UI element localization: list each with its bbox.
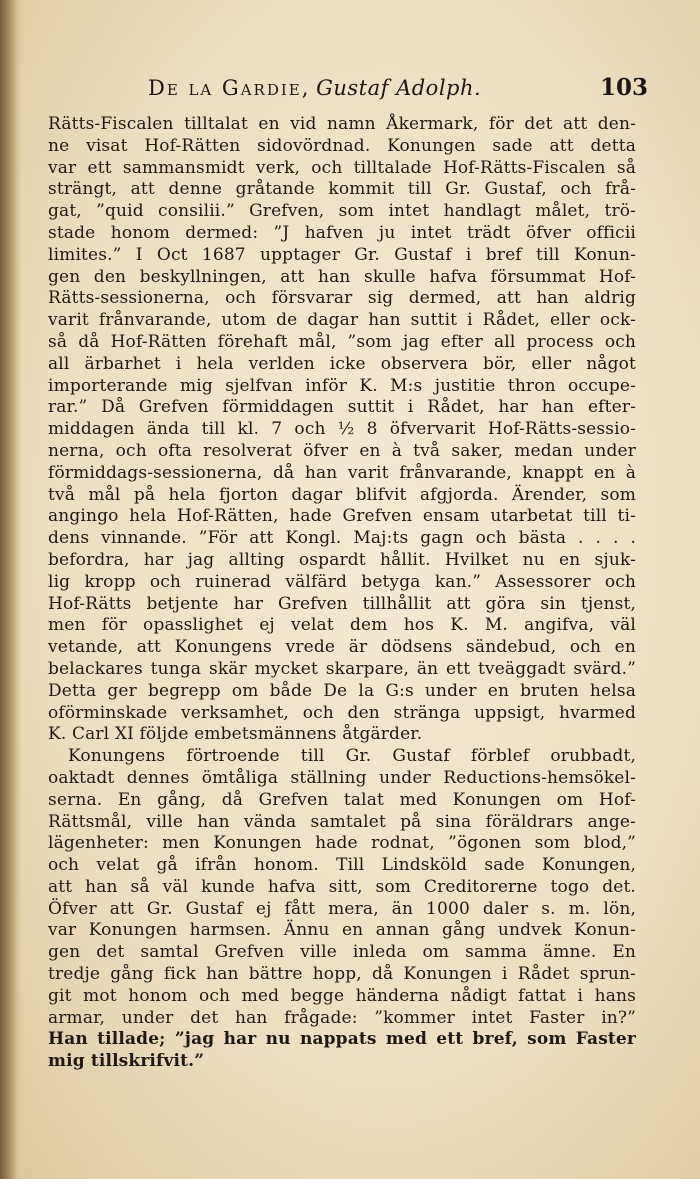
text-line: gat, ”quid consilii.” Grefven, som intet handlagt målet, trö- <box>48 201 636 222</box>
text-line: git mot honom och med begge händerna nådigt fattat i hans <box>48 985 636 1006</box>
text-line: två mål på hela fjorton dagar blifvit afgjorda. Ärender, som <box>48 484 636 505</box>
text-line: Rätts-sessionerna, och försvarar sig dermed, att han aldrig <box>48 288 636 309</box>
running-head <box>148 70 648 106</box>
page-number: 103 <box>599 74 648 101</box>
text-line: lig kropp och ruinerad välfärd betyga kan.” Assessorer och <box>48 571 636 592</box>
text-line: stade honom dermed: ”J hafven ju intet trädt öfver officii <box>48 222 636 243</box>
running-head-comma: , <box>301 76 317 100</box>
text-line: vetande, att Konungens vrede är dödsens sändebud, och en <box>48 637 636 658</box>
text-line: belackares tunga skär mycket skarpare, än ett tveäggadt svärd.” <box>48 658 636 679</box>
text-line: lägenheter: men Konungen hade rodnat, ”ögonen som blod,” <box>48 833 636 854</box>
text-line: serna. En gång, då Grefven talat med Konungen om Hof- <box>48 789 636 810</box>
text-line: angingo hela Hof-Rätten, hade Grefven ensam utarbetat till ti- <box>48 506 636 527</box>
text-line: nerna, och ofta resolverat öfver en à två saker, medan under <box>48 440 636 461</box>
text-line: att han så väl kunde hafva sitt, som Creditorerne togo det. <box>48 876 636 897</box>
text-line: dens vinnande. ”För att Kongl. Maj:ts gagn och bästa . . . . <box>48 528 636 549</box>
paragraph-start-line: Konungens förtroende till Gr. Gustaf förblef orubbadt, <box>68 746 636 767</box>
running-head-surname: De la Gardie <box>148 76 302 100</box>
text-line: rar.” Då Grefven förmiddagen suttit i Rådet, har han efter- <box>48 397 636 418</box>
text-line: armar, under det han frågade: ”kommer intet Faster in?” <box>48 1007 636 1028</box>
text-line: var ett sammansmidt verk, och tilltalade Hof-Rätts-Fiscalen så <box>48 157 636 178</box>
text-line: oaktadt dennes ömtåliga ställning under Reductions-hemsökel- <box>48 767 636 788</box>
body-text <box>48 114 636 1073</box>
text-line: varit frånvarande, utom de dagar han suttit i Rådet, eller ock- <box>48 310 636 331</box>
text-line: befordra, har jag allting ospardt hållit. Hvilket nu en sjuk- <box>48 549 636 570</box>
text-line: förmiddags-sessionerna, då han varit frånvarande, knappt en à <box>48 462 636 483</box>
text-line: gen den beskyllningen, att han skulle hafva försummat Hof- <box>48 266 636 287</box>
paragraph-end-line: K. Carl XI följde embetsmännens åtgärder. <box>48 724 423 745</box>
text-line: importerande mig sjelfvan inför K. M:s justitie thron occupe- <box>48 375 636 396</box>
text-line: strängt, att denne gråtande kommit till Gr. Gustaf, och frå- <box>48 179 636 200</box>
text-line: Detta ger begrepp om både De la G:s under en bruten helsa <box>48 680 636 701</box>
text-line: tredje gång fick han bättre hopp, då Konungen i Rådet sprun- <box>48 964 636 985</box>
text-line: ne visat Hof-Rätten sidovördnad. Konungen sade att detta <box>48 135 636 156</box>
text-line: Rättsmål, ville han vända samtalet på sina föräldrars ange- <box>48 811 636 832</box>
text-line: men för opasslighet ej velat dem hos K. M. angifva, väl <box>48 615 636 636</box>
running-head-given-name: Gustaf Adolph. <box>316 76 482 100</box>
text-line: all ärbarhet i hela verlden icke observera bör, eller något <box>48 353 636 374</box>
text-line: och velat gå ifrån honom. Till Lindsköld sade Konungen, <box>48 855 636 876</box>
text-line: så då Hof-Rätten förehaft mål, ”som jag efter all process och <box>48 331 636 352</box>
text-line: var Konungen harmsen. Ännu en annan gång undvek Konun- <box>48 920 636 941</box>
text-line: limites.” I Oct 1687 upptager Gr. Gustaf i bref till Konun- <box>48 244 636 265</box>
text-line: oförminskade verksamhet, och den stränga uppsigt, hvarmed <box>48 702 636 723</box>
text-line: middagen ända till kl. 7 och ½ 8 öfvervarit Hof-Rätts-sessio- <box>48 419 636 440</box>
text-line: Han tillade; ”jag har nu nappats med ett bref, som Faster <box>48 1029 636 1050</box>
text-line: Rätts-Fiscalen tilltalat en vid namn Åkermark, för det att den- <box>48 114 636 134</box>
running-head-title <box>148 76 481 100</box>
text-line: Öfver att Gr. Gustaf ej fått mera, än 1000 daler s. m. lön, <box>48 898 636 919</box>
binding-edge <box>0 0 22 1179</box>
text-line: Hof-Rätts betjente har Grefven tillhållit att göra sin tjenst, <box>48 593 636 614</box>
text-line: gen det samtal Grefven ville inleda om samma ämne. En <box>48 942 636 963</box>
paragraph-end-line: mig tillskrifvit.” <box>48 1051 205 1072</box>
